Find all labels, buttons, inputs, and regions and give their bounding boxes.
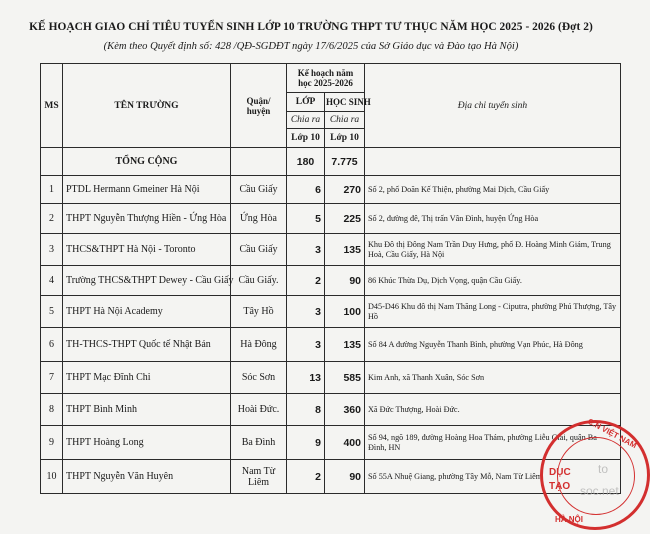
row-address: Số 84 A đường Nguyễn Thanh Bình, phường Vạn Phúc, Hà Đông	[365, 328, 621, 362]
row-school-name: Trường THCS&THPT Dewey - Cầu Giấy	[63, 266, 231, 296]
header-breakdown-classes: Chia ra	[287, 112, 325, 129]
header-address: Địa chỉ tuyển sinh	[365, 64, 621, 148]
row-school-name: THPT Nguyễn Thượng Hiền - Ứng Hòa	[63, 204, 231, 234]
row-students: 400	[325, 426, 365, 460]
table-row	[41, 204, 621, 234]
row-school-name: THPT Nguyễn Văn Huyên	[63, 460, 231, 494]
row-ms: 7	[41, 362, 63, 394]
header-grade-classes: Lớp 10	[287, 129, 325, 148]
row-classes: 13	[287, 362, 325, 394]
total-label: TỔNG CỘNG	[63, 148, 231, 176]
total-students: 7.775	[325, 148, 365, 176]
table-row	[41, 460, 621, 494]
table-row	[41, 426, 621, 460]
row-students: 270	[325, 176, 365, 204]
row-school-name: THPT Mạc Đĩnh Chi	[63, 362, 231, 394]
watermark-site: soc.net	[580, 484, 619, 498]
table-header	[41, 64, 621, 176]
row-district: Ứng Hòa	[231, 204, 287, 234]
header-classes: LỚP	[287, 93, 325, 112]
row-students: 360	[325, 394, 365, 426]
row-school-name: THPT Bình Minh	[63, 394, 231, 426]
row-district: Tây Hồ	[231, 296, 287, 328]
table-row	[41, 234, 621, 266]
enrollment-table	[40, 63, 621, 494]
row-address: Số 2, đường đê, Thị trấn Vân Đình, huyện Ứng Hòa	[365, 204, 621, 234]
row-ms: 9	[41, 426, 63, 460]
row-address: Xã Đức Thượng, Hoài Đức.	[365, 394, 621, 426]
table-row	[41, 176, 621, 204]
row-students: 225	[325, 204, 365, 234]
table-row	[41, 296, 621, 328]
row-address: D45-D46 Khu đô thị Nam Thăng Long - Ciputra, phường Phú Thượng, Tây Hồ	[365, 296, 621, 328]
row-district: Ba Đình	[231, 426, 287, 460]
row-classes: 2	[287, 460, 325, 494]
header-grade-students: Lớp 10	[325, 129, 365, 148]
row-classes: 6	[287, 176, 325, 204]
row-classes: 8	[287, 394, 325, 426]
row-students: 135	[325, 328, 365, 362]
header-plan: Kế hoạch năm học 2025-2026	[287, 64, 365, 93]
row-ms: 10	[41, 460, 63, 494]
row-classes: 2	[287, 266, 325, 296]
row-ms: 4	[41, 266, 63, 296]
row-district: Cầu Giấy	[231, 234, 287, 266]
total-row	[41, 148, 621, 176]
row-school-name: THCS&THPT Hà Nội - Toronto	[63, 234, 231, 266]
row-classes: 3	[287, 328, 325, 362]
table-body	[41, 176, 621, 494]
table-row	[41, 328, 621, 362]
row-classes: 3	[287, 234, 325, 266]
row-address: Kim Anh, xã Thanh Xuân, Sóc Sơn	[365, 362, 621, 394]
row-district: Nam Từ Liêm	[231, 460, 287, 494]
row-district: Cầu Giấy	[231, 176, 287, 204]
row-ms: 8	[41, 394, 63, 426]
row-ms: 3	[41, 234, 63, 266]
row-students: 585	[325, 362, 365, 394]
row-students: 135	[325, 234, 365, 266]
row-address: Số 2, phố Doãn Kế Thiện, phường Mai Dịch, Cầu Giấy	[365, 176, 621, 204]
header-ms: MS	[41, 64, 63, 148]
total-classes: 180	[287, 148, 325, 176]
document-title: KẾ HOẠCH GIAO CHỈ TIÊU TUYỂN SINH LỚP 10 TRƯỜNG THPT TƯ THỤC NĂM HỌC 2025 - 2026 (Đợt 2)	[29, 21, 593, 33]
header-school: TÊN TRƯỜNG	[63, 64, 231, 148]
row-ms: 2	[41, 204, 63, 234]
watermark-text: to	[598, 462, 609, 476]
table-row	[41, 394, 621, 426]
row-school-name: TH-THCS-THPT Quốc tế Nhật Bản	[63, 328, 231, 362]
row-district: Hoài Đức.	[231, 394, 287, 426]
document-subtitle: (Kèm theo Quyết định số: 428 /QĐ-SGDĐT ngày 17/6/2025 của Sở Giáo dục và Đào tạo Hà Nội)	[103, 41, 519, 52]
official-stamp: C.N VIỆT NAM DỤC TẠO HÀ NỘI	[540, 420, 650, 530]
row-students: 100	[325, 296, 365, 328]
row-address: Số 94, ngõ 189, đường Hoàng Hoa Thám, phường Liễu Giai, quận Ba Đình, HN	[365, 426, 621, 460]
row-ms: 5	[41, 296, 63, 328]
header-breakdown-students: Chia ra	[325, 112, 365, 129]
row-address: Khu Đô thị Đông Nam Trần Duy Hưng, phố Đ. Hoàng Minh Giám, Trung Hoà, Cầu Giấy, Hà Nội	[365, 234, 621, 266]
row-school-name: THPT Hà Nội Academy	[63, 296, 231, 328]
row-classes: 3	[287, 296, 325, 328]
row-district: Cầu Giấy.	[231, 266, 287, 296]
row-students: 90	[325, 266, 365, 296]
row-district: Hà Đông	[231, 328, 287, 362]
row-address: 86 Khúc Thừa Dụ, Dịch Vọng, quận Cầu Giấy.	[365, 266, 621, 296]
row-school-name: PTDL Hermann Gmeiner Hà Nội	[63, 176, 231, 204]
header-district: Quận/ huyện	[231, 64, 287, 148]
row-ms: 1	[41, 176, 63, 204]
header-students: HỌC SINH	[325, 93, 365, 112]
table-row	[41, 362, 621, 394]
row-address: Số 55A Nhuệ Giang, phường Tây Mỗ, Nam Từ Liêm	[365, 460, 621, 494]
row-classes: 9	[287, 426, 325, 460]
row-school-name: THPT Hoàng Long	[63, 426, 231, 460]
row-classes: 5	[287, 204, 325, 234]
row-students: 90	[325, 460, 365, 494]
table-row	[41, 266, 621, 296]
row-ms: 6	[41, 328, 63, 362]
row-district: Sóc Sơn	[231, 362, 287, 394]
